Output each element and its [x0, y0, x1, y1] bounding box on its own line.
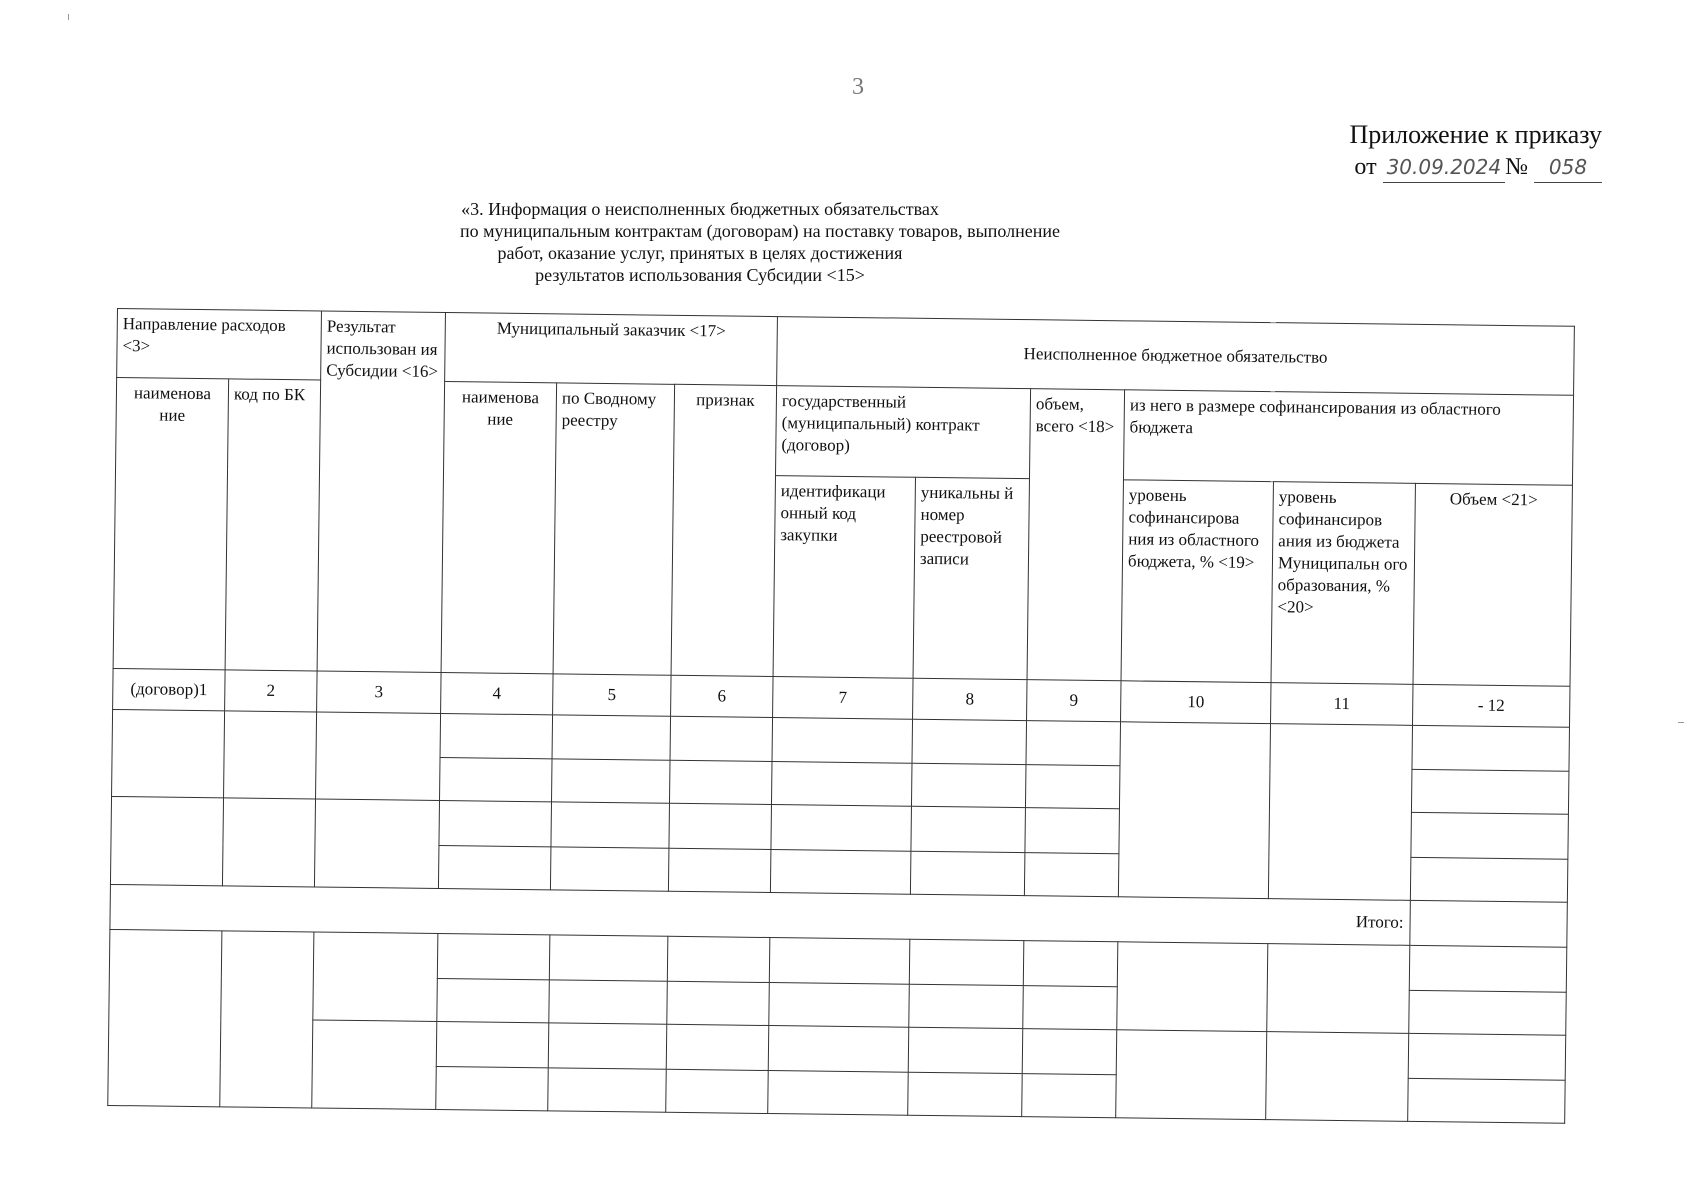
page-number: 3 [852, 74, 864, 100]
empty-cell [1024, 853, 1119, 897]
empty-cell [551, 802, 670, 848]
empty-cell [771, 805, 912, 852]
header-purchase-id-code: идентификаци онный код закупки [773, 476, 915, 678]
column-number: 8 [913, 678, 1027, 720]
empty-cell [440, 758, 553, 802]
empty-cell [224, 710, 317, 799]
handwritten-date: 30.09.2024 [1383, 152, 1506, 183]
empty-cell [549, 935, 668, 981]
total-value-cell [1410, 901, 1568, 948]
column-number: 5 [553, 673, 671, 715]
empty-cell [552, 714, 671, 760]
scan-speck [68, 14, 69, 20]
header-customer-name: наименова ние [441, 382, 557, 674]
empty-cell [439, 801, 552, 847]
column-number: (договор)1 [113, 668, 225, 710]
empty-cell [314, 799, 439, 888]
empty-cell [110, 797, 223, 886]
empty-cell [912, 719, 1027, 765]
empty-cell [769, 983, 910, 1028]
column-number: 10 [1121, 680, 1271, 723]
section-heading [460, 198, 1060, 286]
empty-cell [313, 932, 438, 1021]
empty-cell [312, 1020, 437, 1109]
empty-cell [1266, 1032, 1409, 1122]
header-attribute: признак [671, 385, 777, 676]
empty-cell [1412, 725, 1570, 772]
appendix-title: Приложение к приказу [1349, 120, 1602, 149]
empty-cell [911, 764, 1026, 808]
empty-cell [1022, 1074, 1117, 1118]
empty-cell [436, 1021, 549, 1067]
heading-line: результатов использования Субсидии <15> [535, 265, 865, 285]
empty-cell [437, 979, 550, 1023]
empty-cell [549, 980, 668, 1024]
empty-cell [911, 807, 1026, 853]
empty-cell [908, 1027, 1023, 1073]
column-number: 9 [1027, 679, 1121, 721]
empty-cell [666, 1024, 769, 1070]
appendix-date-line [1349, 152, 1602, 183]
empty-cell [1409, 946, 1567, 993]
empty-cell [768, 1070, 909, 1115]
empty-cell [220, 931, 314, 1108]
empty-cell [1023, 986, 1118, 1030]
empty-cell [440, 713, 553, 759]
column-number: 3 [317, 671, 441, 713]
empty-cell [668, 849, 771, 893]
empty-cell [1408, 1033, 1566, 1080]
appendix-block [1349, 118, 1602, 183]
column-number: 11 [1271, 682, 1413, 725]
empty-cell [909, 939, 1024, 985]
header-unfulfilled-obligation: Неисполненное бюджетное обязательство [777, 317, 1575, 396]
header-subsidy-result: Результат использован ия Субсидии <16> [317, 311, 445, 672]
heading-line: «3. Информация о неисполненных бюджетных обязательствах [461, 199, 939, 219]
appendix-prefix: от [1354, 154, 1377, 180]
header-volume-total: объем, всего <18> [1027, 389, 1125, 680]
header-expense-name: наименова ние [113, 378, 229, 670]
empty-cell [1411, 770, 1569, 815]
header-volume: Объем <21> [1413, 484, 1572, 686]
empty-cell [1118, 721, 1270, 899]
empty-cell [772, 717, 913, 764]
number-sign: № [1505, 154, 1528, 180]
obligations-table [107, 308, 1575, 1124]
header-expense-direction: Направление расходов <3> [117, 309, 322, 381]
empty-cell [551, 759, 670, 803]
column-number: 6 [671, 675, 773, 717]
empty-cell [666, 1069, 769, 1113]
header-regional-level: уровень софинансирова ния из областного бюджета, % <19> [1121, 480, 1273, 682]
header-cofinancing: из него в размере софинансирования из областного бюджета [1123, 390, 1573, 485]
total-label: Итого: [110, 885, 1410, 946]
empty-cell [438, 846, 551, 890]
empty-cell [669, 761, 772, 805]
empty-cell [112, 709, 225, 798]
empty-cell [108, 930, 222, 1107]
empty-cell [1410, 858, 1568, 903]
empty-cell [1411, 813, 1569, 860]
heading-line: работ, оказание услуг, принятых в целях достижения [497, 243, 903, 263]
empty-cell [670, 716, 773, 762]
empty-cell [910, 852, 1025, 896]
empty-cell [548, 1023, 667, 1069]
column-number: 4 [441, 672, 553, 714]
empty-cell [1116, 1030, 1267, 1120]
empty-cell [667, 936, 770, 982]
empty-cell [1026, 720, 1121, 766]
empty-cell [437, 934, 550, 980]
header-municipal-customer: Муниципальный заказчик <17> [445, 313, 778, 387]
header-bk-code: код по БК [225, 379, 321, 670]
empty-cell [909, 984, 1024, 1028]
empty-cell [768, 1026, 909, 1073]
empty-cell [667, 981, 770, 1025]
header-registry-record-number: уникальны й номер реестровой записи [913, 478, 1029, 680]
column-number: 7 [773, 676, 913, 719]
header-municipal-level: уровень софинансиров ания из бюджета Муниципальн ого образования, % <20> [1271, 482, 1415, 684]
header-contract: государственный (муниципальный) контракт (договор) [775, 386, 1030, 479]
heading-line: по муниципальным контрактам (договорам) на поставку товаров, выполнение [460, 221, 1060, 241]
empty-cell [1267, 944, 1410, 1034]
empty-cell [1025, 808, 1120, 854]
empty-cell [436, 1066, 549, 1110]
empty-cell [1408, 1078, 1566, 1123]
empty-cell [316, 711, 441, 800]
empty-cell [908, 1072, 1023, 1116]
column-number: - 12 [1413, 684, 1571, 727]
header-consolidated-register: по Сводному реестру [553, 383, 675, 675]
column-number: 2 [225, 669, 317, 711]
scan-speck [1678, 722, 1684, 723]
empty-cell [669, 804, 772, 850]
empty-cell [222, 798, 315, 887]
handwritten-number: 058 [1534, 152, 1602, 183]
empty-cell [1409, 990, 1567, 1035]
empty-cell [1022, 1029, 1117, 1075]
empty-cell [1025, 765, 1120, 809]
empty-cell [1117, 942, 1268, 1032]
empty-cell [1268, 723, 1412, 900]
empty-cell [550, 847, 669, 891]
empty-cell [771, 762, 912, 807]
empty-cell [770, 850, 911, 895]
empty-cell [769, 938, 910, 985]
empty-cell [1023, 941, 1118, 987]
empty-cell [548, 1068, 667, 1112]
